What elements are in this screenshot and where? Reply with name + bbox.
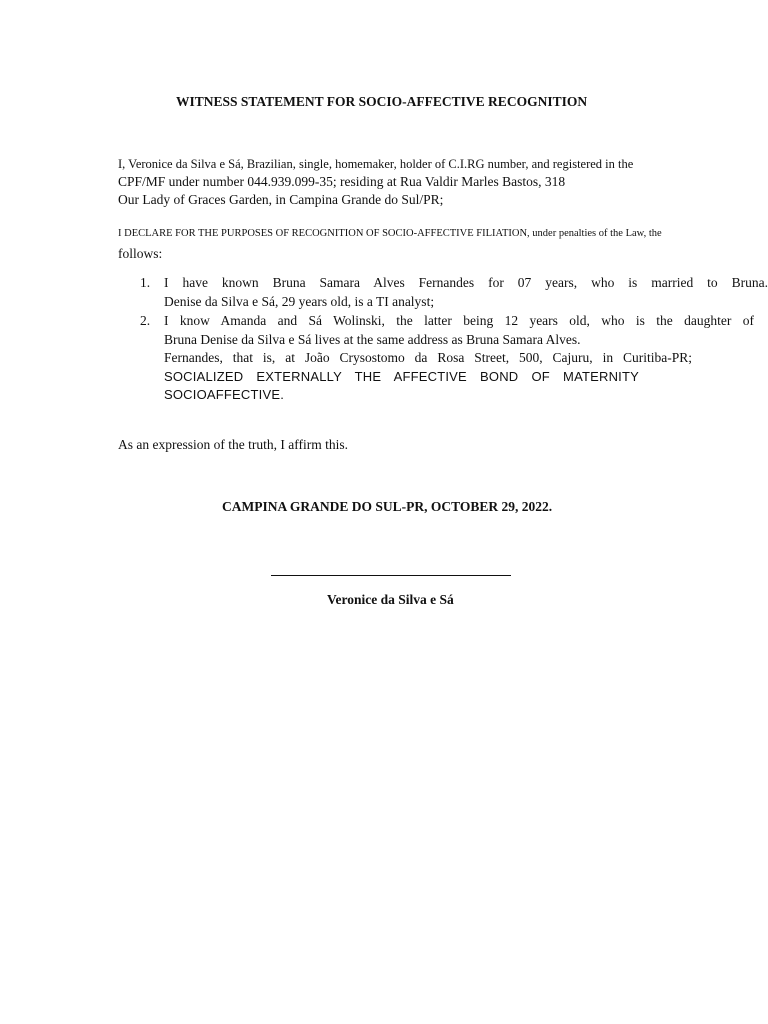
- list-item-text: SOCIALIZED EXTERNALLY THE AFFECTIVE BOND OF MATERNITY: [164, 368, 639, 384]
- list-item-number: 1.: [140, 275, 151, 290]
- intro-line: Our Lady of Graces Garden, in Campina Grande do Sul/PR;: [118, 192, 444, 207]
- intro-line: CPF/MF under number 044.939.099-35; residing at Rua Valdir Marles Bastos, 318: [118, 174, 566, 189]
- list-item-text: I have known Bruna Samara Alves Fernandes for 07 years, who is married to Bruna.: [164, 275, 768, 290]
- declaration-line: follows:: [118, 246, 163, 261]
- statement-list: [140, 274, 768, 405]
- document-title: WITNESS STATEMENT FOR SOCIO-AFFECTIVE RECOGNITION: [176, 94, 588, 109]
- list-item-text: Denise da Silva e Sá, 29 years old, is a TI analyst;: [164, 293, 435, 309]
- list-item: [140, 312, 768, 405]
- signature-line: [271, 575, 511, 576]
- intro-paragraph: [118, 155, 718, 209]
- declaration-line: I DECLARE FOR THE PURPOSES OF RECOGNITION OF SOCIO-AFFECTIVE FILIATION, under penalties of the Law, the: [118, 228, 662, 239]
- place-and-date: CAMPINA GRANDE DO SUL-PR, OCTOBER 29, 2022.: [222, 499, 553, 514]
- list-item: [140, 274, 768, 311]
- intro-line: I, Veronice da Silva e Sá, Brazilian, single, homemaker, holder of C.I.RG number, and registered in the: [118, 157, 634, 171]
- affirmation-text: As an expression of the truth, I affirm this.: [118, 437, 348, 452]
- signer-name: Veronice da Silva e Sá: [327, 592, 454, 607]
- list-item-text: Fernandes, that is, at João Crysostomo da Rosa Street, 500, Cajuru, in Curitiba-PR;: [164, 350, 692, 365]
- list-item-text: Bruna Denise da Silva e Sá lives at the same address as Bruna Samara Alves.: [164, 331, 581, 347]
- list-item-number: 2.: [140, 313, 151, 328]
- list-item-text: I know Amanda and Sá Wolinski, the latter being 12 years old, who is the daughter of: [164, 313, 754, 328]
- list-item-text: SOCIOAFFECTIVE.: [164, 387, 285, 402]
- declaration-paragraph: [118, 224, 738, 264]
